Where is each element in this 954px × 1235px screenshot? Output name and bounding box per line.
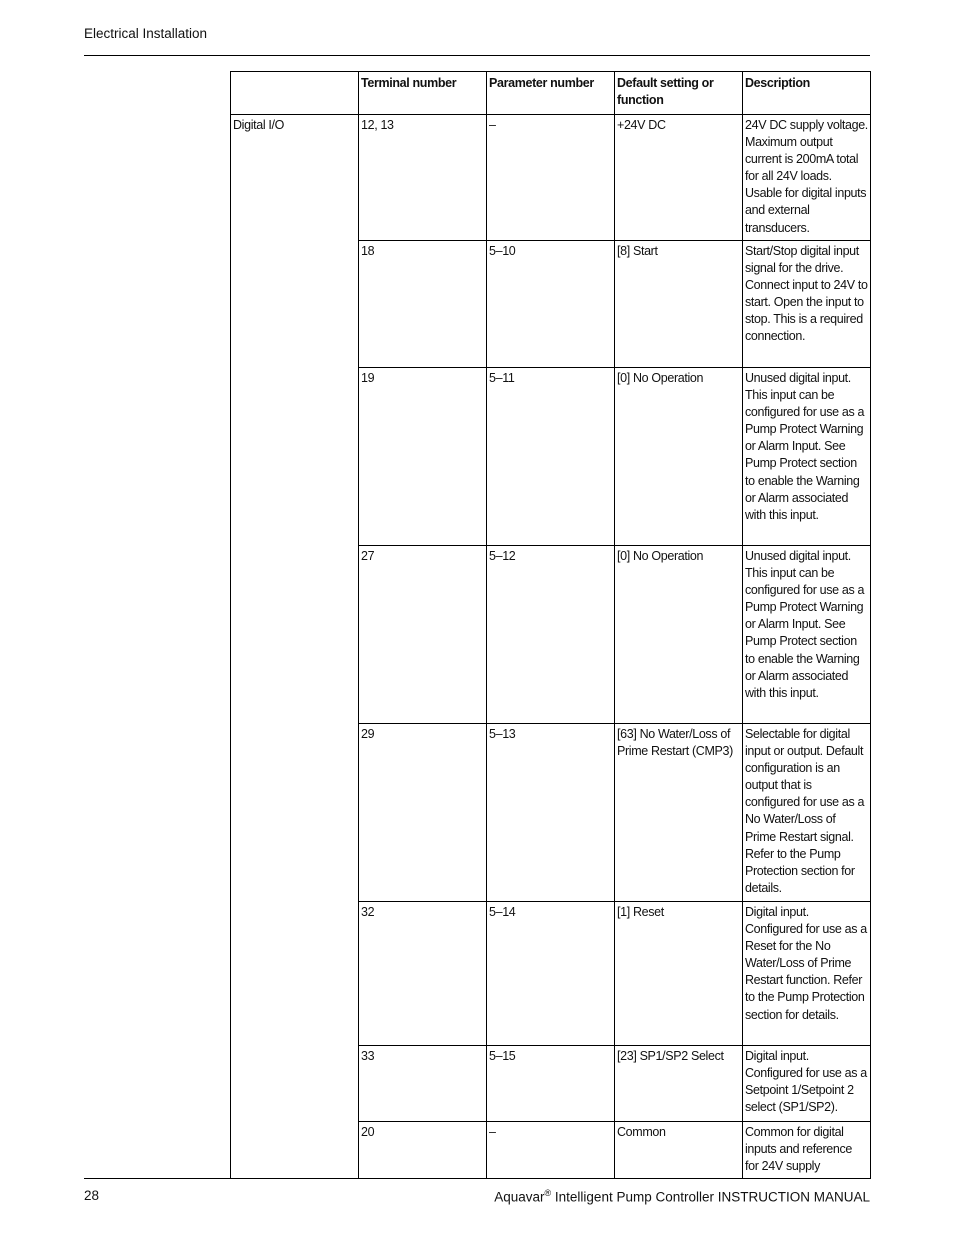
default-setting-cell: [0] No Operation <box>615 368 743 546</box>
default-setting-cell: [1] Reset <box>615 902 743 1046</box>
default-setting-cell: [0] No Operation <box>615 546 743 724</box>
column-header-parameter: Parameter number <box>487 72 615 115</box>
default-setting-cell: [8] Start <box>615 241 743 368</box>
footer-title <box>494 1188 870 1205</box>
description-cell: Unused digital input. This input can be configured for use as a Pump Protect Warning or Alarm Input. See Pump Protect section to enable the Warning or Alarm associated with this input. <box>743 546 871 724</box>
manual-title: Intelligent Pump Controller INSTRUCTION MANUAL <box>551 1189 870 1205</box>
default-setting-cell: [23] SP1/SP2 Select <box>615 1046 743 1122</box>
default-setting-cell: Common <box>615 1122 743 1179</box>
parameter-cell: – <box>487 1122 615 1179</box>
parameter-cell: 5–14 <box>487 902 615 1046</box>
parameter-cell: 5–10 <box>487 241 615 368</box>
terminal-cell: 27 <box>359 546 487 724</box>
digital-io-table <box>230 71 871 1179</box>
parameter-cell: 5–15 <box>487 1046 615 1122</box>
default-setting-cell: [63] No Water/Loss of Prime Restart (CMP3) <box>615 724 743 902</box>
terminal-cell: 12, 13 <box>359 115 487 241</box>
terminal-cell: 19 <box>359 368 487 546</box>
description-cell: Common for digital inputs and reference for 24V supply <box>743 1122 871 1179</box>
terminal-cell: 29 <box>359 724 487 902</box>
terminal-cell: 32 <box>359 902 487 1046</box>
terminal-cell: 18 <box>359 241 487 368</box>
column-header-description: Description <box>743 72 871 115</box>
description-cell: Digital input. Configured for use as a Setpoint 1/Setpoint 2 select (SP1/SP2). <box>743 1046 871 1122</box>
description-cell: Selectable for digital input or output. Default configuration is an output that is configured for use as a No Water/Loss of Prime Restart signal. Refer to the Pump Protection section for details. <box>743 724 871 902</box>
description-cell: 24V DC supply voltage. Maximum output current is 200mA total for all 24V loads. Usable for digital inputs and external transducers. <box>743 115 871 241</box>
description-cell: Start/Stop digital input signal for the drive. Connect input to 24V to start. Open the input to stop. This is a required connection. <box>743 241 871 368</box>
description-cell: Unused digital input. This input can be configured for use as a Pump Protect Warning or Alarm Input. See Pump Protect section to enable the Warning or Alarm associated with this input. <box>743 368 871 546</box>
group-label-cell: Digital I/O <box>231 115 359 1179</box>
terminal-cell: 20 <box>359 1122 487 1179</box>
default-setting-cell: +24V DC <box>615 115 743 241</box>
table-row <box>231 115 871 241</box>
table-header-row <box>231 72 871 115</box>
column-header-blank <box>231 72 359 115</box>
footer-divider <box>84 1178 870 1179</box>
brand-name: Aquavar <box>494 1189 545 1205</box>
header-divider <box>84 55 870 56</box>
running-header: Electrical Installation <box>84 26 208 41</box>
description-cell: Digital input. Configured for use as a Reset for the No Water/Loss of Prime Restart function. Refer to the Pump Protection section for details. <box>743 902 871 1046</box>
parameter-cell: – <box>487 115 615 241</box>
parameter-cell: 5–11 <box>487 368 615 546</box>
page-number: 28 <box>84 1188 100 1203</box>
registered-mark: ® <box>544 1188 552 1198</box>
parameter-cell: 5–13 <box>487 724 615 902</box>
terminal-cell: 33 <box>359 1046 487 1122</box>
column-header-terminal: Terminal number <box>359 72 487 115</box>
parameter-cell: 5–12 <box>487 546 615 724</box>
column-header-default: Default setting or function <box>615 72 743 115</box>
